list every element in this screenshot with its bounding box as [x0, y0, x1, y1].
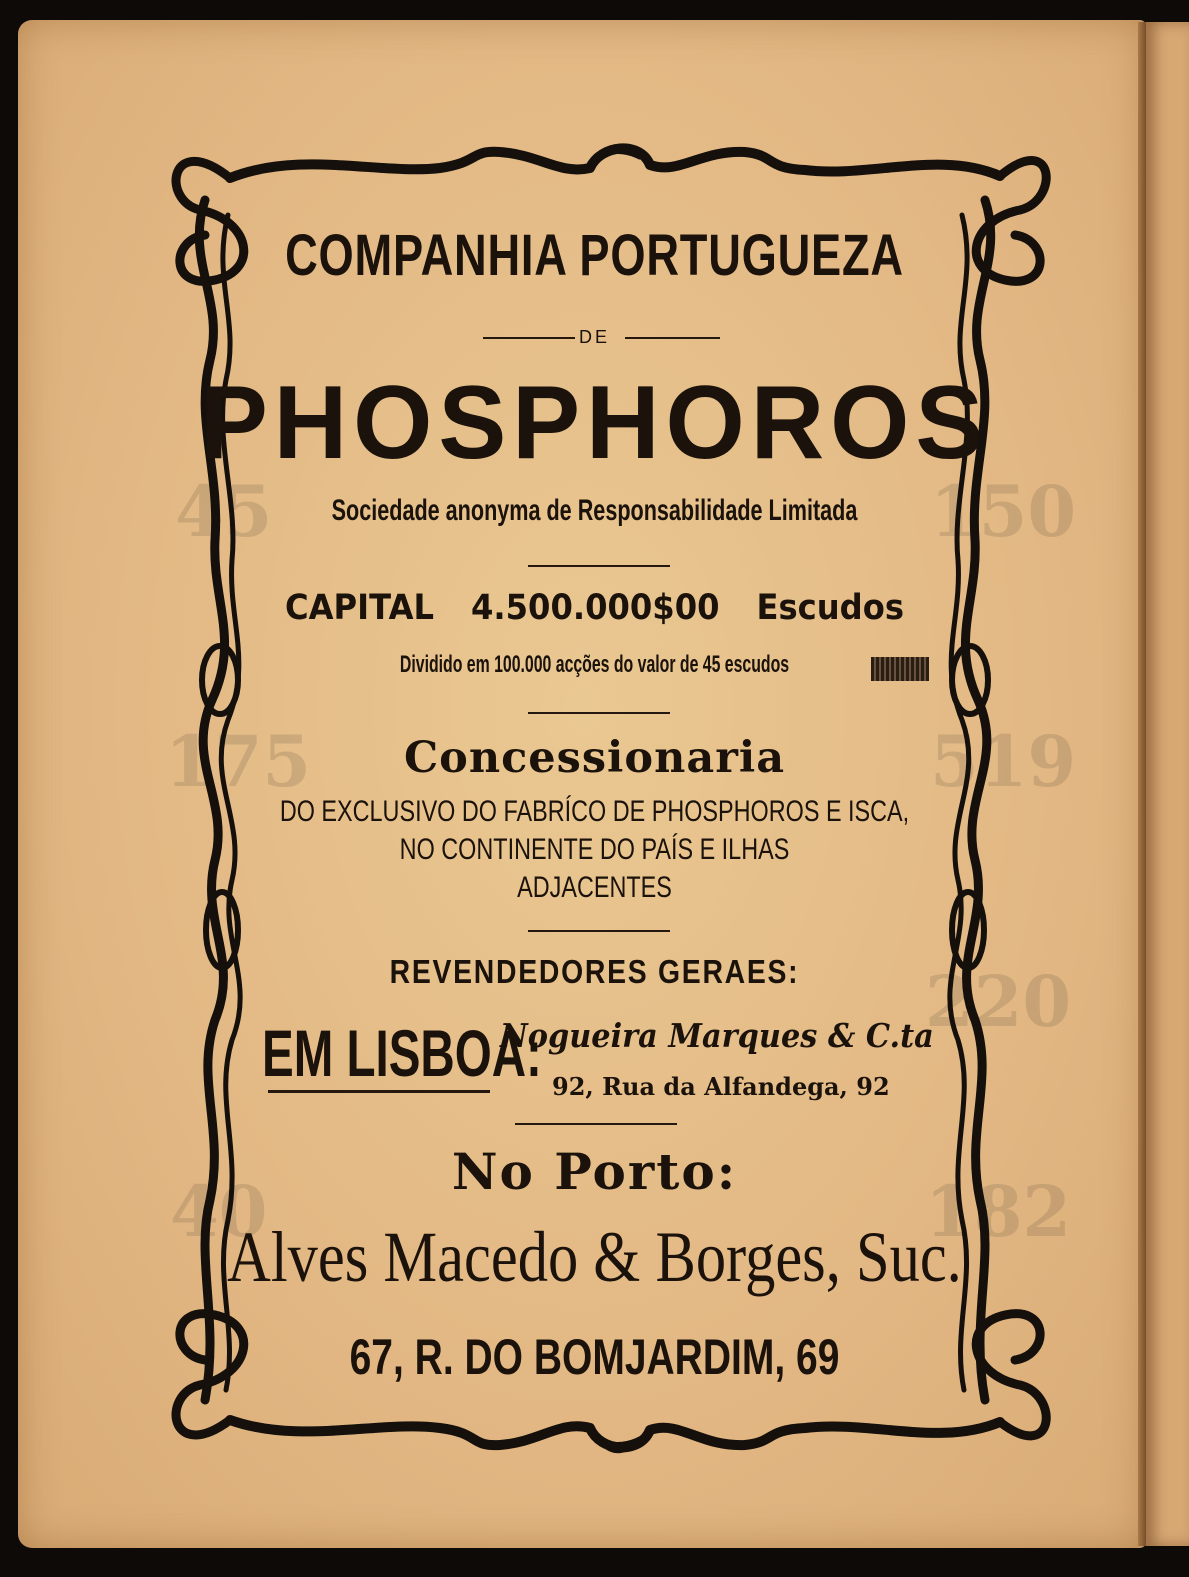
capital-line: [48, 588, 1142, 628]
lisboa-firm: Nogueira Marques & C.ta: [500, 1016, 934, 1055]
resellers-heading: REVENDEDORES GERAES:: [389, 953, 800, 990]
lisboa-label: EM LISBOA:: [262, 1016, 542, 1090]
exclusive-line: NO CONTINENTE DO PAÍS E ILHAS: [399, 833, 790, 866]
product-name: PHOSPHOROS: [199, 365, 990, 481]
show-through-numeral: 40: [170, 1170, 268, 1253]
divider: [528, 930, 670, 932]
porto-address: 67, R. DO BOMJARDIM, 69: [349, 1329, 840, 1385]
porto-firm: Alves Macedo & Borges, Suc.: [227, 1217, 962, 1297]
show-through-numeral: 45: [175, 470, 273, 553]
de-label: DE: [578, 327, 610, 347]
show-through-numeral: 150: [930, 470, 1077, 553]
show-through-numeral: 182: [925, 1170, 1072, 1253]
show-through-numeral: 220: [925, 960, 1072, 1043]
divider: [515, 1123, 677, 1125]
company-subtitle: Sociedade anonyma de Responsabilidade Limitada: [331, 494, 858, 527]
company-title: COMPANHIA PORTUGUEZA: [285, 223, 904, 288]
show-through-numeral: 175: [165, 720, 312, 803]
capital-amount: 4.500.000$00: [471, 588, 720, 628]
exclusive-line: ADJACENTES: [517, 871, 672, 904]
divider: [528, 565, 670, 567]
divider: [528, 712, 670, 714]
lisboa-address: 92, Rua da Alfandega, 92: [552, 1072, 890, 1101]
capital-label: CAPITAL: [284, 588, 435, 628]
shares-note: Dividido em 100.000 acções do valor de 45 escudos: [399, 651, 790, 678]
concession-heading: Concessionaria: [403, 733, 786, 783]
porto-label: No Porto:: [451, 1142, 738, 1201]
capital-unit: Escudos: [756, 588, 905, 628]
show-through-numeral: 519: [930, 720, 1077, 803]
exclusive-line: DO EXCLUSIVO DO FABRÍCO DE PHOSPHOROS E ISCA,: [279, 795, 910, 828]
